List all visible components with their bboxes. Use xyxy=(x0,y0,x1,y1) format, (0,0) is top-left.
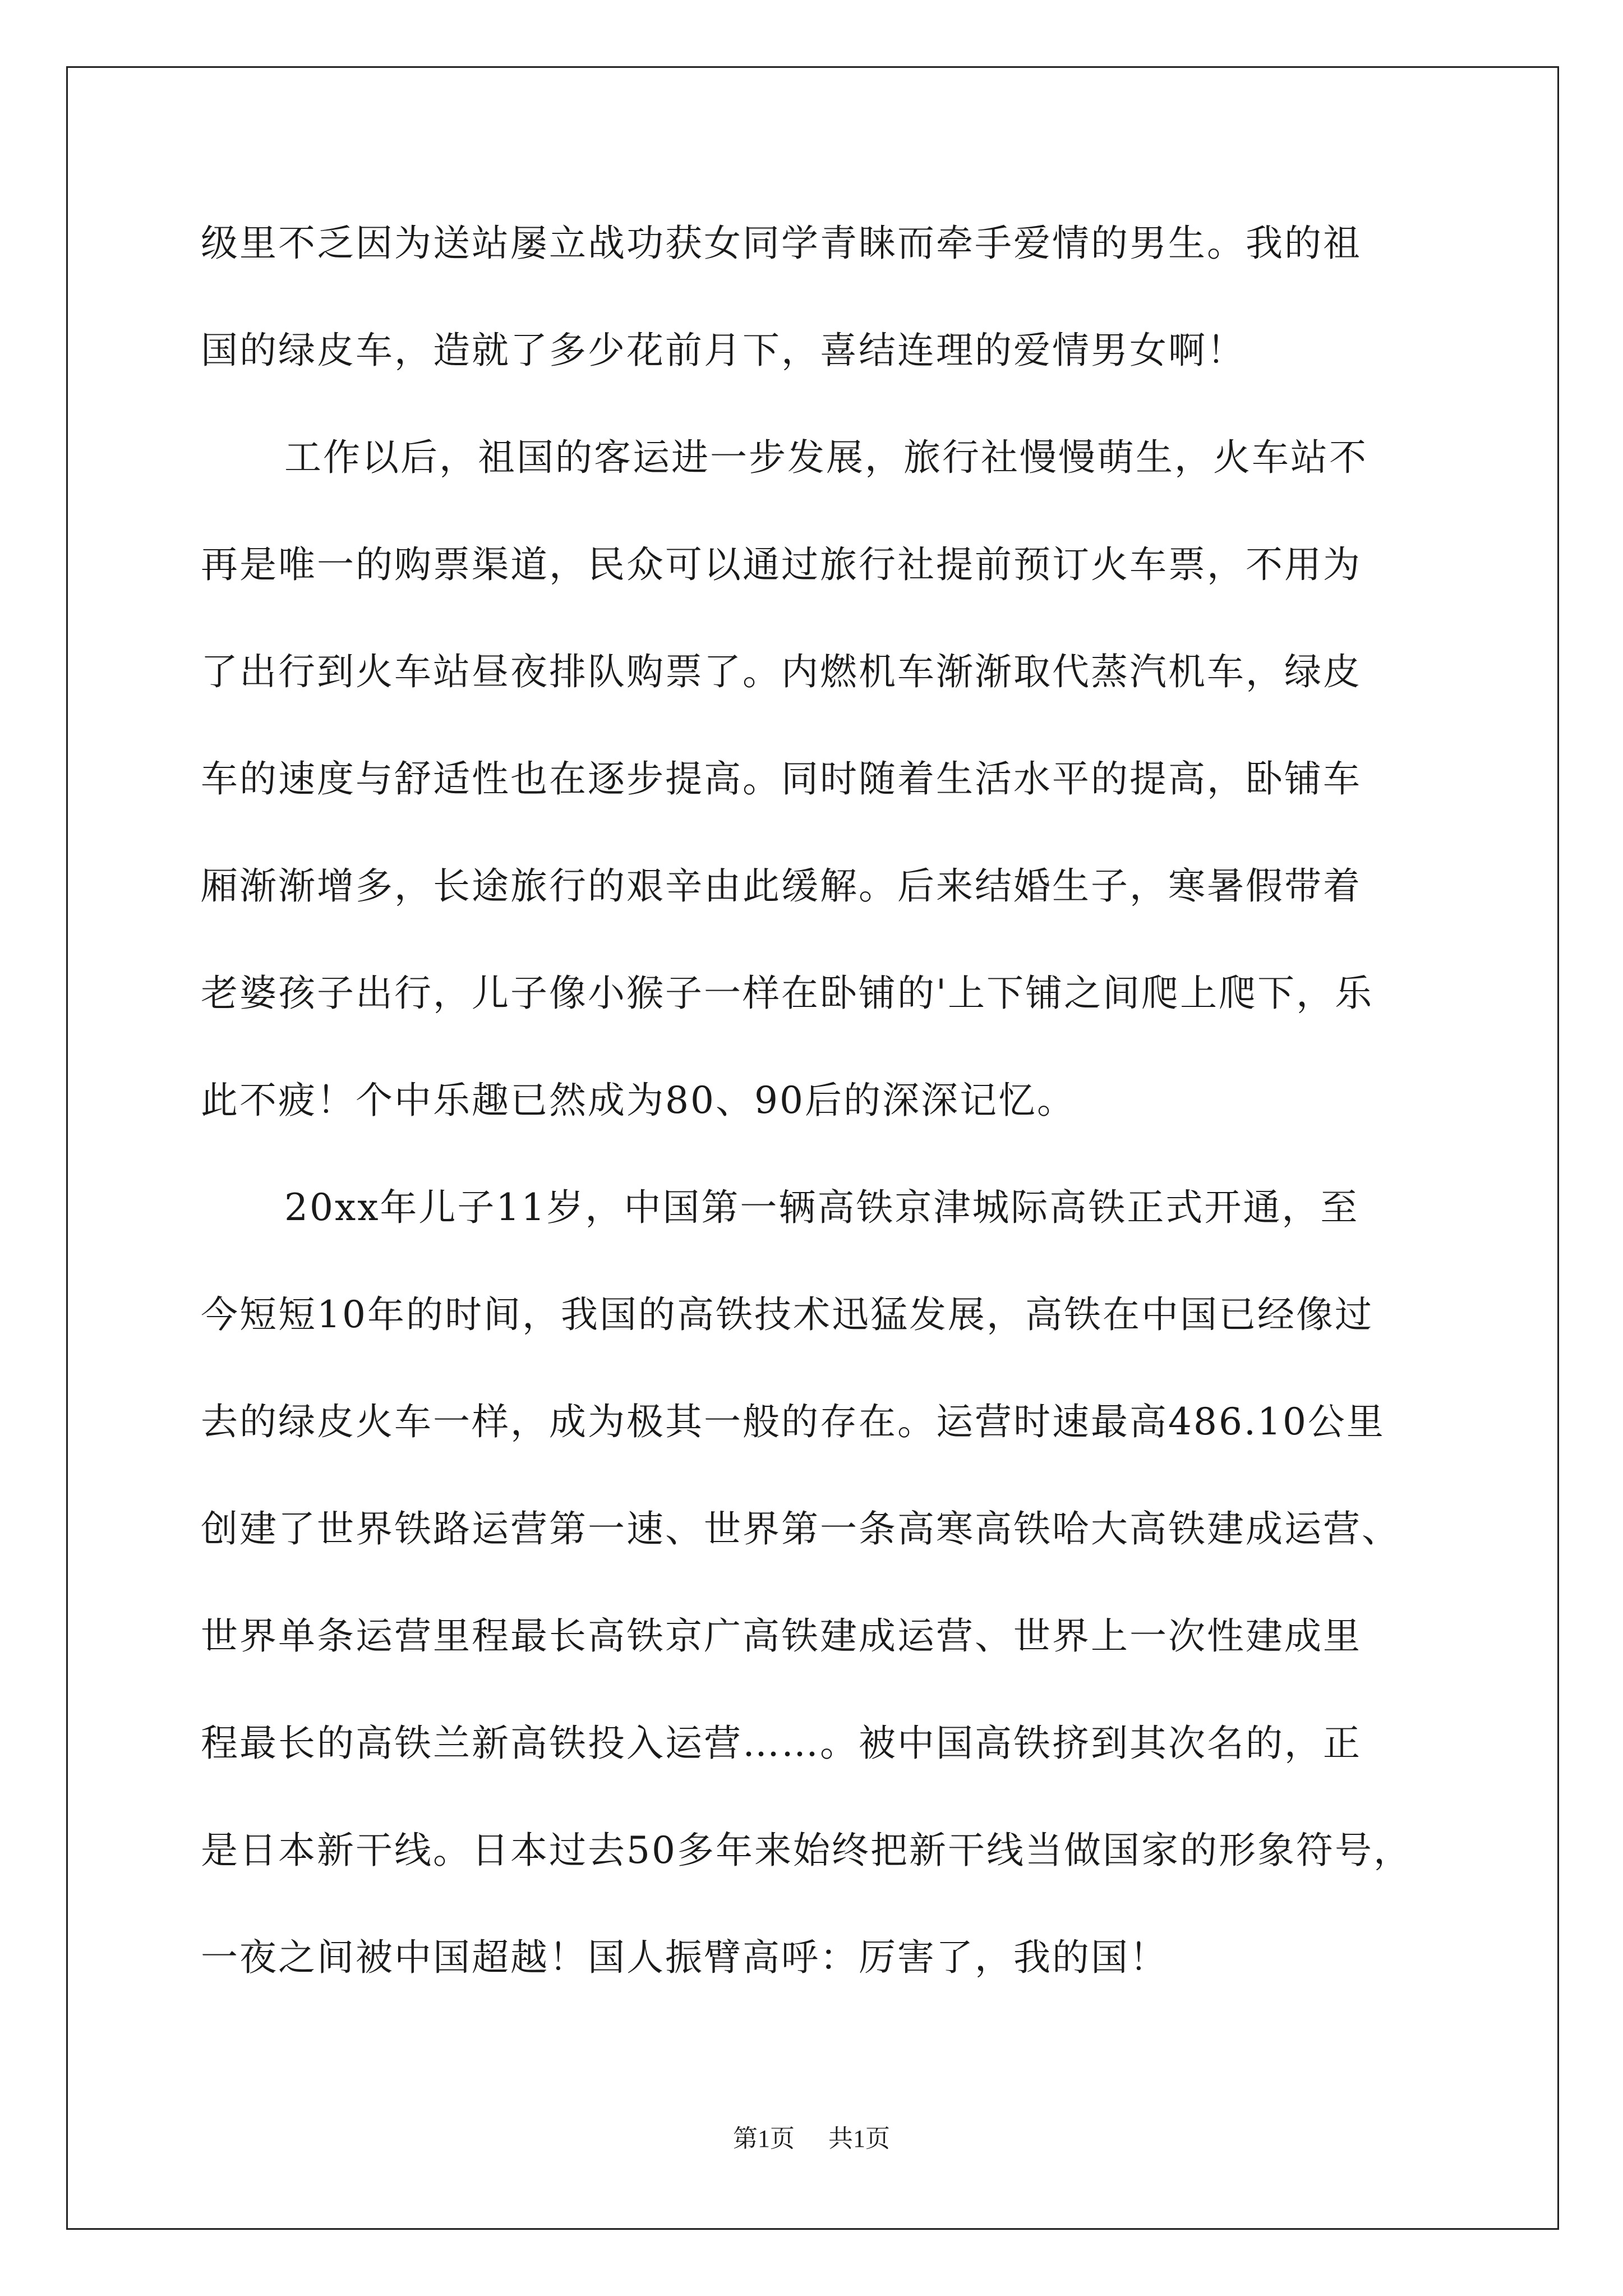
text-line: 老婆孩子出行，儿子像小猴子一样在卧铺的'上下铺之间爬上爬下，乐 xyxy=(201,972,1374,1015)
document-body xyxy=(201,218,1432,2039)
paragraph-start-line: 20xx年儿子11岁，中国第一辆高铁京津城际高铁正式开通，至 xyxy=(284,1186,1359,1229)
text-line: 程最长的高铁兰新高铁投入运营……。被中国高铁挤到其次名的，正 xyxy=(201,1722,1362,1765)
text-line: 创建了世界铁路运营第一速、世界第一条高寒高铁哈大高铁建成运营、 xyxy=(201,1507,1400,1550)
page-number: 第1页 xyxy=(733,2125,795,2152)
text-line: 厢渐渐增多，长途旅行的艰辛由此缓解。后来结婚生子，寒暑假带着 xyxy=(201,864,1362,908)
text-line: 今短短10年的时间，我国的高铁技术迅猛发展，高铁在中国已经像过 xyxy=(201,1293,1373,1336)
text-line: 是日本新干线。日本过去50多年来始终把新干线当做国家的形象符号， xyxy=(201,1829,1412,1872)
text-line: 此不疲！个中乐趣已然成为80、90后的深深记忆。 xyxy=(201,1079,1076,1122)
page-total: 共1页 xyxy=(828,2125,890,2152)
text-line: 了出行到火车站昼夜排队购票了。内燃机车渐渐取代蒸汽机车，绿皮 xyxy=(201,650,1362,693)
text-line: 再是唯一的购票渠道，民众可以通过旅行社提前预订火车票，不用为 xyxy=(201,543,1362,586)
text-line: 国的绿皮车，造就了多少花前月下，喜结连理的爱情男女啊！ xyxy=(201,329,1246,372)
text-line: 一夜之间被中国超越！国人振臂高呼：厉害了，我的国！ xyxy=(201,1936,1168,1979)
text-line: 车的速度与舒适性也在逐步提高。同时随着生活水平的提高，卧铺车 xyxy=(201,757,1362,800)
text-line: 去的绿皮火车一样，成为极其一般的存在。运营时速最高486.10公里 xyxy=(201,1400,1385,1443)
page-footer xyxy=(0,2118,1623,2154)
text-line: 世界单条运营里程最长高铁京广高铁建成运营、世界上一次性建成里 xyxy=(201,1614,1362,1658)
paragraph-start-line: 工作以后，祖国的客运进一步发展，旅行社慢慢萌生，火车站不 xyxy=(284,436,1368,479)
text-line: 级里不乏因为送站屡立战功获女同学青睐而牵手爱情的男生。我的祖 xyxy=(201,222,1362,265)
